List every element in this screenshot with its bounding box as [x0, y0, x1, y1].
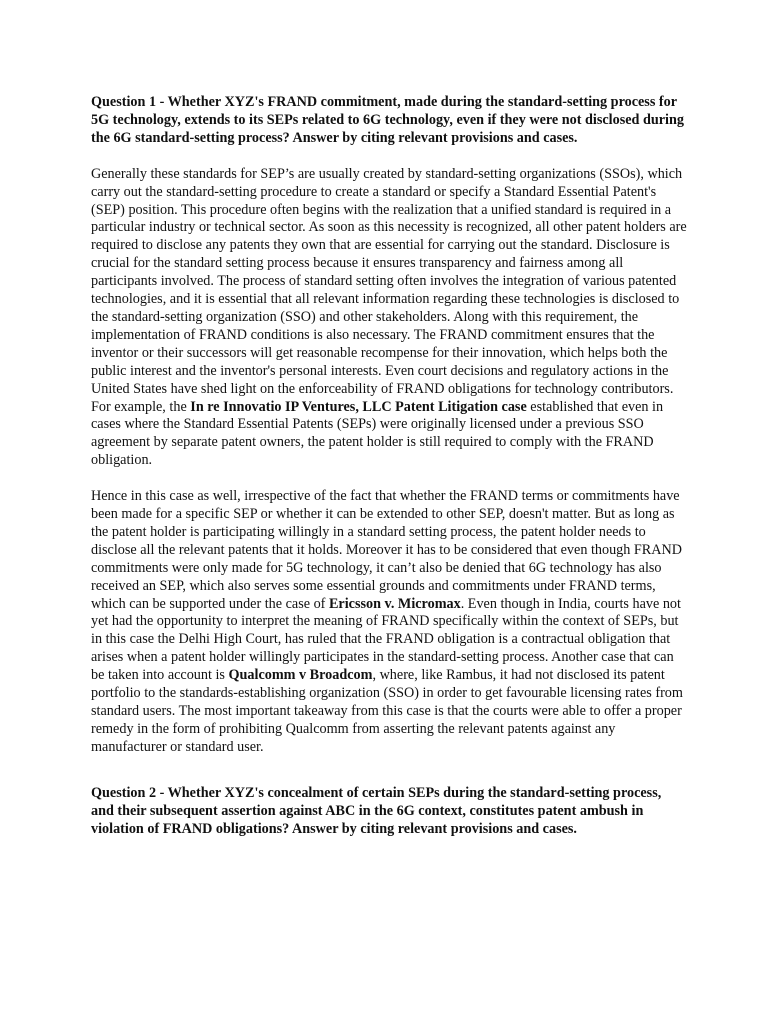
question-2	[91, 785, 687, 839]
paragraph-1-text-a: Generally these standards for SEP’s are usually created by standard-setting organizations (SSOs), which carry out the standard-setting procedure to create a standard or specify a Standard Essential Patent's (SEP) position. This procedure often begins with the realization that a unified standard is required in a particular industry or technical sector. As soon as this necessity is recognized, all other patent holders are required to disclose any patents they own that are essential for carrying out the standard. Disclosure is crucial for the standard setting process because it ensures transparency and fairness among all participants involved. The process of standard setting often involves the integration of various patented technologies, and it is essential that all relevant information regarding these technologies is disclosed to the standard-setting organization (SSO) and other stakeholders. Along with this requirement, the implementation of FRAND conditions is also necessary. The FRAND commitment ensures that the inventor or their successors will get reasonable recompense for their innovation, which helps both the public interest and the inventor's personal interests. Even court decisions and regulatory actions in the United States have shed light on the enforceability of FRAND obligations for technology contributors. For example, the	[91, 165, 687, 415]
question-2-text: Whether XYZ's concealment of certain SEPs during the standard-setting process, and their subsequent assertion against ABC in the 6G context, constitutes patent ambush in violation of FRAND obligations? Answer by citing relevant provisions and cases.	[91, 784, 662, 837]
question-1-text: Whether XYZ's FRAND commitment, made during the standard-setting process for 5G technology, extends to its SEPs related to 6G technology, even if they were not disclosed during the 6G standard-setting process? Answer by citing relevant provisions and cases.	[91, 94, 684, 146]
paragraph-2-text-b: . Even though in India, courts have not yet had the opportunity to interpret the meaning of FRAND specifically within the context of SEPs, but in this case the Delhi High Court, has ruled that the FRAND obligation is a contractual obligation that arises when a patent holder willingly participates in the standard-setting process. Another case that can be taken into account is	[91, 595, 681, 684]
paragraph-2-text-a: Hence in this case as well, irrespective of the fact that whether the FRAND terms or commitments have been made for a specific SEP or whether it can be extended to other SEP, doesn't matter. But as long as the patent holder is participating willingly in a standard setting process, the patent holder needs to disclose all the relevant patents that it holds. Moreover it has to be considered that even though FRAND commitments were only made for 5G technology, it can’t also be denied that 6G technology has also received an SEP, which also serves some essential grounds and commitments under FRAND terms, which can be supported under the case of	[91, 488, 683, 612]
spacer	[91, 757, 687, 785]
case-citation-innovatio: In re Innovatio IP Ventures, LLC Patent Litigation case	[190, 398, 527, 415]
case-citation-ericsson: Ericsson v. Micromax	[328, 595, 461, 612]
answer-paragraph-2	[91, 488, 687, 757]
question-1	[91, 94, 687, 148]
case-citation-qualcomm: Qualcomm v Broadcom	[228, 667, 373, 684]
spacer	[91, 148, 687, 166]
question-2-label: Question 2 -	[91, 784, 168, 801]
paragraph-1-text-b: established that even in cases where the Standard Essential Patents (SEPs) were originally licensed under a previous SSO agreement by separate patent owners, the patent holder is still required to comply with the FRAND obligation.	[91, 398, 664, 469]
answer-paragraph-1	[91, 166, 687, 470]
spacer	[91, 470, 687, 488]
question-1-label: Question 1 -	[91, 94, 168, 110]
document-page	[91, 94, 687, 838]
paragraph-2-text-c: , where, like Rambus, it had not disclosed its patent portfolio to the standards-establishing organization (SSO) in order to get favourable licensing rates from standard users. The most important takeaway from this case is that the courts were able to offer a proper remedy in the form of prohibiting Qualcomm from asserting the relevant patents against any manufacturer or standard user.	[91, 667, 683, 755]
